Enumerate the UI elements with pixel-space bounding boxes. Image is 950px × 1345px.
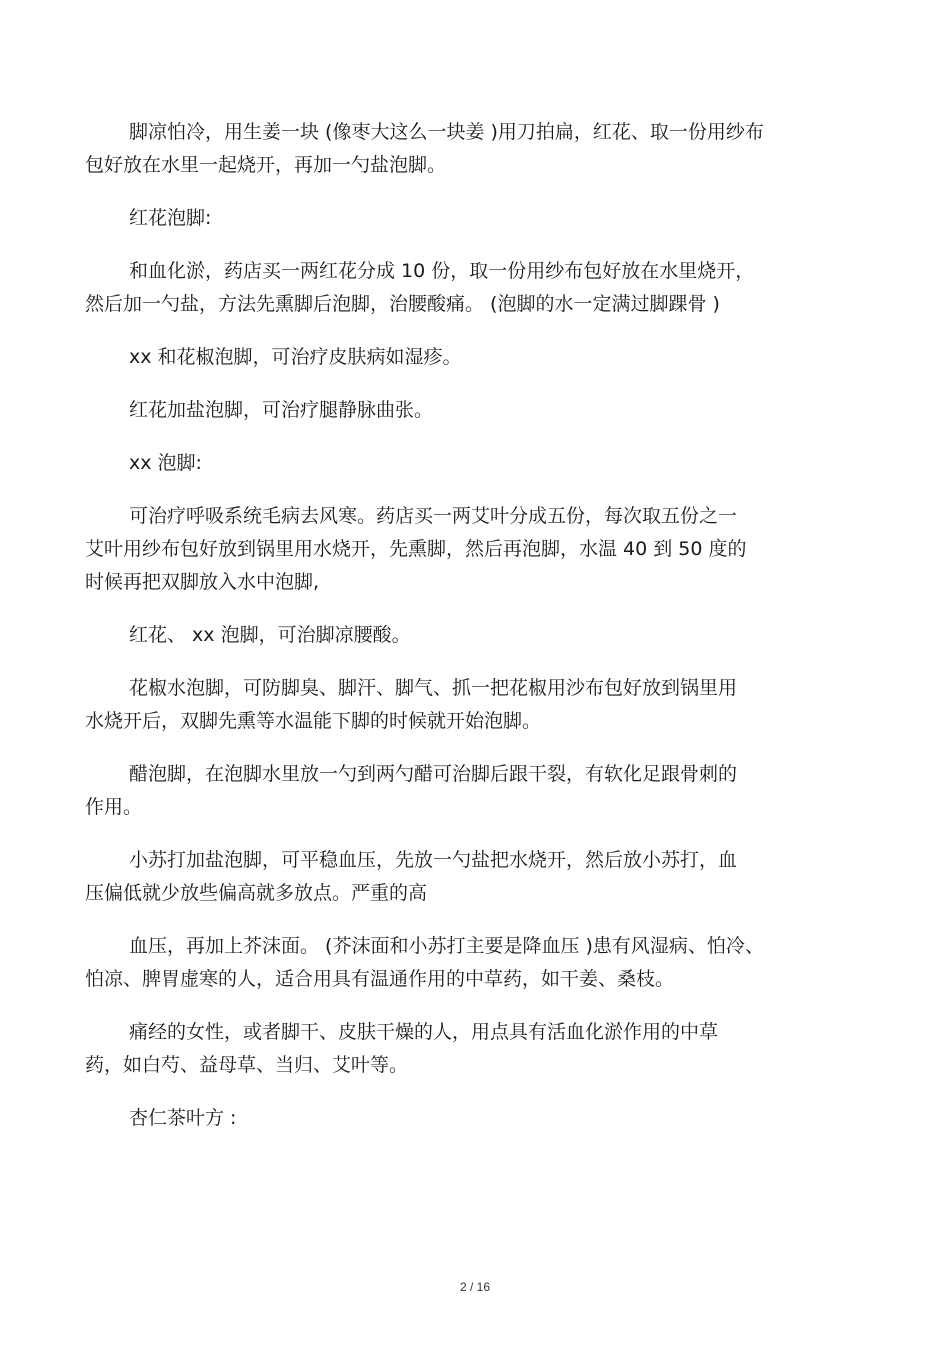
- paragraph-line: 醋泡脚，在泡脚水里放一勺到两勺醋可治脚后跟干裂，有软化足跟骨刺的: [129, 763, 738, 785]
- paragraph-line: 水烧开后，双脚先熏等水温能下脚的时候就开始泡脚。: [85, 710, 542, 732]
- paragraph-4: [85, 341, 855, 374]
- paragraph-line: 然后加一勺盐，方法先熏脚后泡脚，治腰酸痛。 (泡脚的水一定满过脚踝骨 ): [85, 293, 720, 315]
- paragraph-line: xx 和花椒泡脚，可治疗皮肤病如湿疹。: [129, 346, 462, 368]
- paragraph-7: [85, 500, 855, 599]
- paragraph-line: xx 泡脚:: [129, 452, 202, 474]
- paragraph-14: [85, 1102, 855, 1135]
- paragraph-10: [85, 758, 855, 824]
- paragraph-1: [85, 116, 855, 182]
- paragraph-line: 血压，再加上芥沫面。 (芥沫面和小苏打主要是降血压 )患有风湿病、怕冷、: [129, 935, 764, 957]
- paragraph-12: [85, 930, 855, 996]
- paragraph-line: 红花、 xx 泡脚，可治脚凉腰酸。: [129, 624, 411, 646]
- paragraph-line: 可治疗呼吸系统毛病去风寒。药店买一两艾叶分成五份，每次取五份之一: [129, 505, 738, 527]
- paragraph-line: 药，如白芍、益母草、当归、艾叶等。: [85, 1054, 409, 1076]
- paragraph-line: 脚凉怕冷，用生姜一块 (像枣大这么一块姜 )用刀拍扁，红花、取一份用纱布: [129, 121, 764, 143]
- paragraph-line: 花椒水泡脚，可防脚臭、脚汗、脚气、抓一把花椒用沙布包好放到锅里用: [129, 677, 738, 699]
- paragraph-9: [85, 672, 855, 738]
- page-number: 2 / 16: [459, 1280, 491, 1294]
- paragraph-2: [85, 202, 855, 235]
- paragraph-line: 小苏打加盐泡脚，可平稳血压，先放一勺盐把水烧开，然后放小苏打，血: [129, 849, 738, 871]
- paragraph-line: 作用。: [85, 796, 143, 818]
- paragraph-line: 压偏低就少放些偏高就多放点。严重的高: [85, 882, 428, 904]
- paragraph-line: 红花泡脚:: [129, 207, 212, 229]
- paragraph-3: [85, 255, 855, 321]
- document-body: [85, 116, 855, 1155]
- paragraph-line: 红花加盐泡脚，可治疗腿静脉曲张。: [129, 399, 434, 421]
- paragraph-5: [85, 394, 855, 427]
- paragraph-6: [85, 447, 855, 480]
- paragraph-13: [85, 1016, 855, 1082]
- paragraph-line: 痛经的女性，或者脚干、皮肤干燥的人，用点具有活血化淤作用的中草: [129, 1021, 719, 1043]
- paragraph-line: 包好放在水里一起烧开，再加一勺盐泡脚。: [85, 154, 447, 176]
- paragraph-line: 和血化淤，药店买一两红花分成 10 份，取一份用纱布包好放在水里烧开，: [129, 260, 755, 282]
- paragraph-line: 怕凉、脾胃虚寒的人，适合用具有温通作用的中草药，如干姜、桑枝。: [85, 968, 675, 990]
- paragraph-line: 杏仁茶叶方 :: [129, 1107, 237, 1129]
- paragraph-8: [85, 619, 855, 652]
- paragraph-line: 时候再把双脚放入水中泡脚,: [85, 571, 320, 593]
- paragraph-line: 艾叶用纱布包好放到锅里用水烧开，先熏脚，然后再泡脚，水温 40 到 50 度的: [85, 538, 747, 560]
- paragraph-11: [85, 844, 855, 910]
